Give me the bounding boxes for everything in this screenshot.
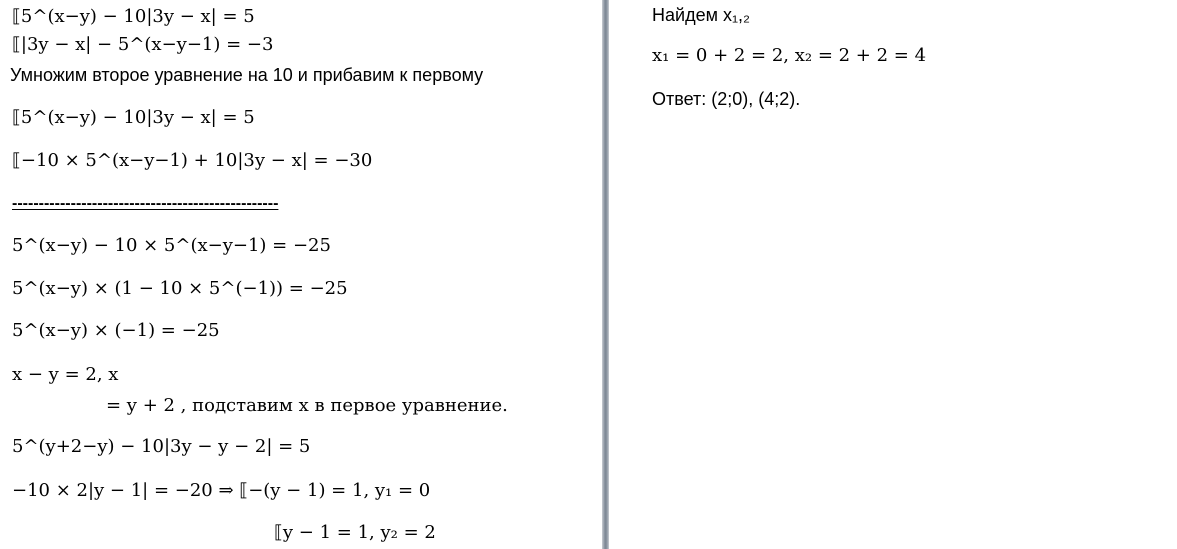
column-divider [602, 0, 609, 549]
substitution-text: = y + 2 , подставим x в первое уравнение. [106, 395, 508, 416]
absolute-value-equation: −10 × 2|y − 1| = −20 ⇒ ⟦−(y − 1) = 1, y₁ = 0 [12, 480, 431, 501]
sum-equation: 5^(x−y) − 10 × 5^(x−y−1) = −25 [12, 235, 331, 256]
simplified-equation: 5^(x−y) × (−1) = −25 [12, 320, 220, 341]
system1-equation-1: ⟦5^(x−y) − 10|3y − x| = 5 [12, 6, 255, 27]
xy-relation: x − y = 2, x [12, 364, 119, 385]
find-heading: Найдем x₁,₂ [652, 5, 751, 25]
substituted-equation: 5^(y+2−y) − 10|3y − y − 2| = 5 [12, 436, 311, 457]
system2-equation-2: ⟦−10 × 5^(x−y−1) + 10|3y − x| = −30 [12, 150, 373, 171]
right-column [609, 0, 1177, 549]
system1-equation-2: ⟦|3y − x| − 5^(x−y−1) = −3 [12, 34, 274, 55]
factor-equation: 5^(x−y) × (1 − 10 × 5^(−1)) = −25 [12, 278, 348, 299]
x-values: x₁ = 0 + 2 = 2, x₂ = 2 + 2 = 4 [652, 45, 927, 66]
absolute-value-case-2: ⟦y − 1 = 1, y₂ = 2 [274, 522, 436, 543]
instruction-text: Умножим второе уравнение на 10 и прибавим к первому [10, 65, 484, 85]
separator-line: -------------------------------------------------- [12, 195, 279, 212]
answer-text: Ответ: (2;0), (4;2). [652, 89, 801, 109]
system2-equation-1: ⟦5^(x−y) − 10|3y − x| = 5 [12, 107, 255, 128]
